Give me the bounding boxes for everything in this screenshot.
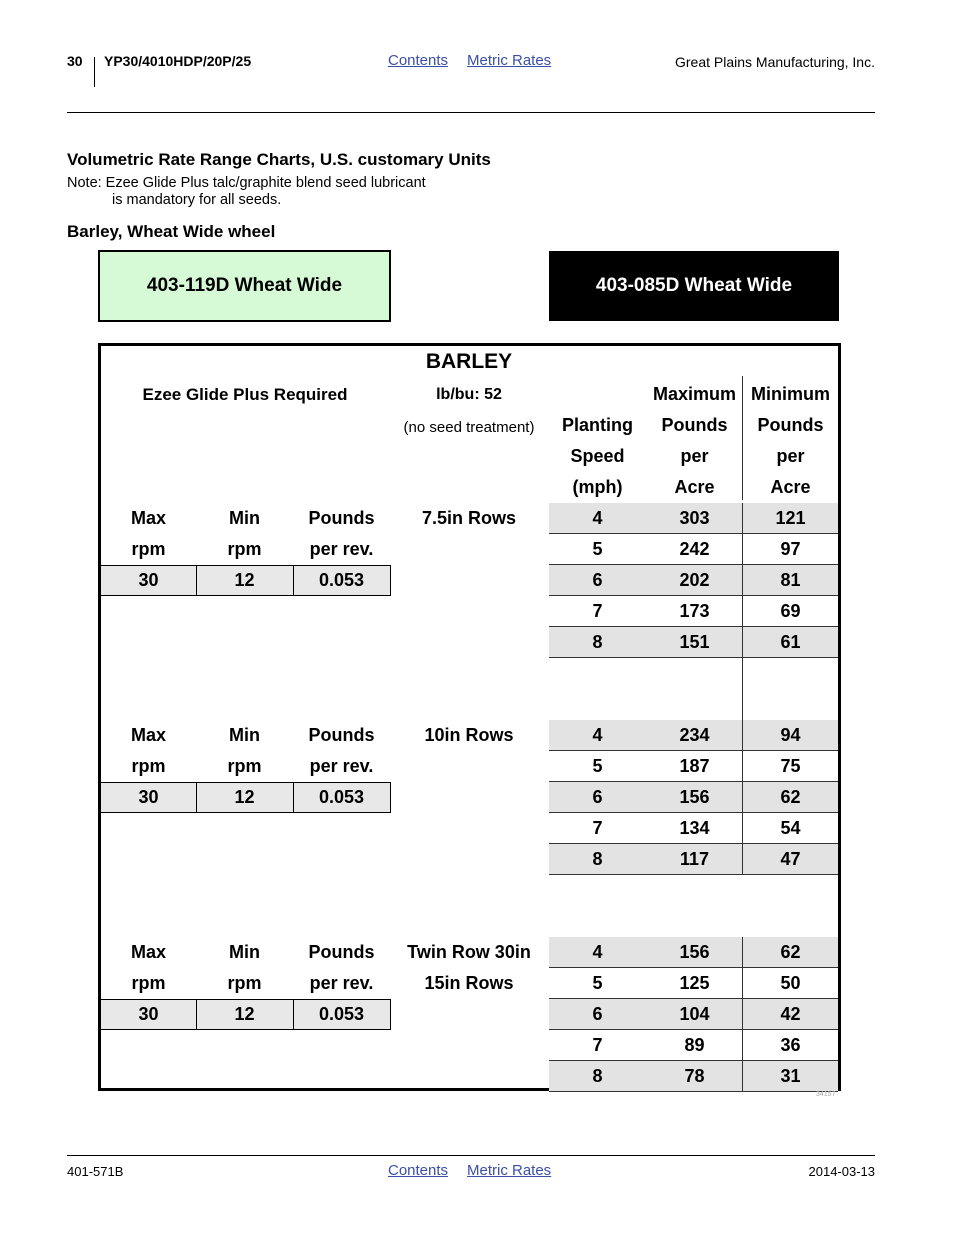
meter-head-1: Min bbox=[229, 508, 260, 528]
max-pounds-value: 117 bbox=[679, 849, 710, 869]
meter-head-2: rpm bbox=[131, 973, 166, 993]
max-pounds-value: 242 bbox=[679, 539, 710, 559]
meter-head-2: rpm bbox=[227, 756, 262, 776]
max-pounds-value: 78 bbox=[684, 1066, 705, 1086]
meter-head-2: rpm bbox=[131, 756, 166, 776]
col-head-min: Pounds bbox=[757, 415, 824, 435]
max-pounds-value: 234 bbox=[679, 725, 710, 745]
meter-head-2: rpm bbox=[227, 539, 262, 559]
max-pounds-value: 89 bbox=[684, 1035, 705, 1055]
model-name: YP30/4010HDP/20P/25 bbox=[104, 53, 252, 69]
col-head-speed: Speed bbox=[570, 446, 625, 466]
speed-value: 7 bbox=[592, 818, 603, 838]
footer-contents-link[interactable]: Contents bbox=[388, 1162, 449, 1179]
col-head-min: Acre bbox=[770, 477, 811, 497]
meter-head-1: Max bbox=[130, 508, 166, 528]
meter-value: 30 bbox=[138, 787, 159, 807]
max-pounds-value: 187 bbox=[679, 756, 710, 776]
min-pounds-value: 81 bbox=[780, 570, 801, 590]
speed-value: 8 bbox=[592, 632, 603, 652]
speed-value: 4 bbox=[592, 942, 603, 962]
max-pounds-value: 202 bbox=[679, 570, 710, 590]
wheel-box-085d: 403-085D Wheat Wide bbox=[549, 251, 839, 321]
meter-head-1: Pounds bbox=[308, 508, 375, 528]
bushel-weight: lb/bu: 52 bbox=[436, 386, 502, 403]
speed-value: 8 bbox=[592, 849, 603, 869]
page-number: 30 bbox=[67, 53, 83, 69]
meter-value: 0.053 bbox=[318, 570, 365, 590]
col-head-max: Pounds bbox=[661, 415, 728, 435]
min-pounds-value: 75 bbox=[780, 756, 801, 776]
meter-head-1: Max bbox=[130, 942, 166, 962]
section-title: Volumetric Rate Range Charts, U.S. customary Units bbox=[67, 150, 491, 169]
note-line-1: Note: Ezee Glide Plus talc/graphite blend seed lubricant bbox=[67, 175, 426, 191]
lubricant-required: Ezee Glide Plus Required bbox=[142, 385, 348, 404]
min-pounds-value: 62 bbox=[780, 942, 801, 962]
speed-value: 7 bbox=[592, 601, 603, 621]
max-pounds-value: 134 bbox=[679, 818, 710, 838]
max-min-divider-gap bbox=[742, 658, 743, 720]
meter-head-2: per rev. bbox=[309, 539, 374, 559]
min-pounds-value: 54 bbox=[780, 818, 801, 838]
metric-rates-link[interactable]: Metric Rates bbox=[467, 52, 552, 69]
max-pounds-value: 125 bbox=[679, 973, 710, 993]
speed-value: 8 bbox=[592, 1066, 603, 1086]
meter-value: 30 bbox=[138, 570, 159, 590]
note-line-2: is mandatory for all seeds. bbox=[112, 192, 282, 208]
meter-head-2: per rev. bbox=[309, 973, 374, 993]
footer-rule bbox=[67, 1155, 875, 1156]
min-pounds-value: 42 bbox=[780, 1004, 801, 1024]
col-head-divider bbox=[742, 376, 743, 500]
speed-value: 5 bbox=[592, 973, 603, 993]
meter-head-1: Min bbox=[229, 942, 260, 962]
max-pounds-value: 173 bbox=[679, 601, 710, 621]
min-pounds-value: 94 bbox=[780, 725, 801, 745]
meter-value: 0.053 bbox=[318, 1004, 365, 1024]
figure-stamp: 34157 bbox=[816, 1091, 836, 1098]
meter-value: 0.053 bbox=[318, 787, 365, 807]
col-head-speed: Planting bbox=[562, 415, 633, 435]
meter-value: 12 bbox=[234, 787, 255, 807]
meter-head-2: rpm bbox=[227, 973, 262, 993]
min-pounds-value: 62 bbox=[780, 787, 801, 807]
col-head-min: per bbox=[776, 446, 805, 466]
wheel-box-119d: 403-119D Wheat Wide bbox=[98, 250, 391, 322]
max-pounds-value: 156 bbox=[679, 942, 710, 962]
meter-head-2: rpm bbox=[131, 539, 166, 559]
min-pounds-value: 47 bbox=[780, 849, 801, 869]
speed-value: 7 bbox=[592, 1035, 603, 1055]
col-head-max: per bbox=[680, 446, 709, 466]
max-min-divider bbox=[742, 503, 743, 658]
col-head-max: Maximum bbox=[652, 384, 737, 404]
chart-title: BARLEY bbox=[425, 350, 513, 373]
footer-metric-rates-link[interactable]: Metric Rates bbox=[467, 1162, 552, 1179]
row-spacing-label: 10in Rows bbox=[424, 725, 514, 745]
max-pounds-value: 151 bbox=[679, 632, 710, 652]
doc-number: 401-571B bbox=[67, 1164, 124, 1179]
row-spacing-label: Twin Row 30in bbox=[407, 942, 531, 962]
contents-link[interactable]: Contents bbox=[388, 52, 449, 69]
subtitle: Barley, Wheat Wide wheel bbox=[67, 222, 276, 241]
meter-value: 12 bbox=[234, 570, 255, 590]
row-spacing-label: 7.5in Rows bbox=[421, 508, 517, 528]
min-pounds-value: 121 bbox=[775, 508, 806, 528]
col-head-speed: (mph) bbox=[572, 477, 623, 497]
max-min-divider bbox=[742, 937, 743, 1092]
speed-value: 5 bbox=[592, 756, 603, 776]
speed-value: 4 bbox=[592, 508, 603, 528]
min-pounds-value: 50 bbox=[780, 973, 801, 993]
seed-treatment-note: (no seed treatment) bbox=[403, 419, 535, 436]
max-min-divider bbox=[742, 720, 743, 875]
speed-value: 6 bbox=[592, 570, 603, 590]
header-divider bbox=[94, 57, 95, 87]
min-pounds-value: 36 bbox=[780, 1035, 801, 1055]
doc-date: 2014-03-13 bbox=[808, 1164, 875, 1179]
col-head-min: Minimum bbox=[751, 384, 830, 404]
meter-value: 12 bbox=[234, 1004, 255, 1024]
meter-head-1: Pounds bbox=[308, 942, 375, 962]
row-spacing-label-2: 15in Rows bbox=[424, 973, 514, 993]
min-pounds-value: 31 bbox=[780, 1066, 801, 1086]
meter-head-1: Min bbox=[229, 725, 260, 745]
col-head-max: Acre bbox=[674, 477, 715, 497]
speed-value: 5 bbox=[592, 539, 603, 559]
meter-value: 30 bbox=[138, 1004, 159, 1024]
header-rule bbox=[67, 112, 875, 113]
max-pounds-value: 104 bbox=[679, 1004, 710, 1024]
meter-head-1: Pounds bbox=[308, 725, 375, 745]
min-pounds-value: 97 bbox=[780, 539, 801, 559]
speed-value: 6 bbox=[592, 787, 603, 807]
meter-head-2: per rev. bbox=[309, 756, 374, 776]
max-pounds-value: 303 bbox=[679, 508, 710, 528]
min-pounds-value: 69 bbox=[780, 601, 801, 621]
speed-value: 6 bbox=[592, 1004, 603, 1024]
min-pounds-value: 61 bbox=[780, 632, 801, 652]
meter-head-1: Max bbox=[130, 725, 166, 745]
max-pounds-value: 156 bbox=[679, 787, 710, 807]
company-name: Great Plains Manufacturing, Inc. bbox=[675, 54, 875, 70]
speed-value: 4 bbox=[592, 725, 603, 745]
